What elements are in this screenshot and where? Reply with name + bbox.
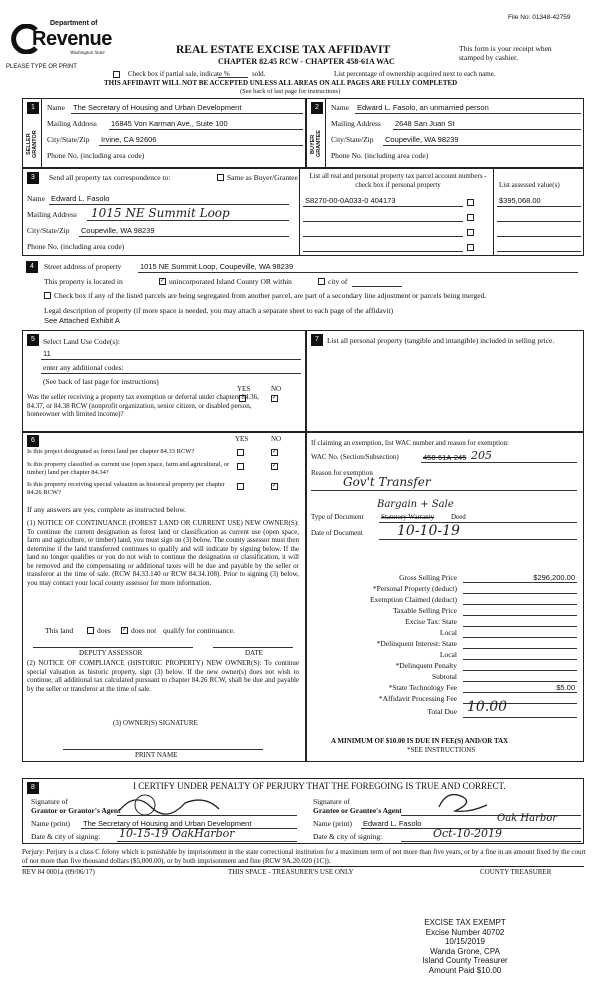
wac-handwritten: 205 xyxy=(471,449,492,462)
historic-yes-checkbox[interactable] xyxy=(237,483,244,490)
buyer-section: 2 BUYER GRANTEE Name Edward L. Fasolo, an unmarried person Mailing Address 2648 San Juan St City/State/Zip Coupeville, WA 98239 Phone No. (including area code) xyxy=(306,98,584,168)
assessed-header: List assessed value(s) xyxy=(499,181,560,189)
forest-yes-checkbox[interactable] xyxy=(237,449,244,456)
correspondence-name[interactable]: Edward L. Fasolo xyxy=(51,194,110,203)
correspondence-city[interactable]: Coupeville, WA 98239 xyxy=(81,226,155,235)
please-type: PLEASE TYPE OR PRINT xyxy=(6,64,77,70)
assessed-value[interactable]: $395,068.00 xyxy=(499,196,541,205)
personal-property-checkbox[interactable] xyxy=(467,244,474,251)
revenue-logo: Department of Revenue Washington State xyxy=(10,20,130,66)
ownership-note: List percentage of ownership acquired next to each name. xyxy=(334,70,496,78)
total-due[interactable]: 10.00 xyxy=(467,699,508,715)
warning: THIS AFFIDAVIT WILL NOT BE ACCEPTED UNLESS ALL AREAS ON ALL PAGES ARE FULLY COMPLETED xyxy=(104,79,458,87)
grantee-signature xyxy=(433,787,493,817)
document-date[interactable]: 10-10-19 xyxy=(397,523,460,539)
personal-property-checkbox[interactable] xyxy=(467,199,474,206)
grantee-print-name[interactable]: Edward L. Fasolo xyxy=(363,819,422,828)
land-use-section: 5 Select Land Use Code(s): 11 enter any additional codes: (See back of last page for instructions) YES NO Was the seller receiving a property tax exemption or deferral under chapters 84.36, 84.37, or 84.38 RCW (nonprofit organization, senior citizen, or disabled person, homeowner with limited income)? ✓ xyxy=(22,330,306,432)
buyer-name[interactable]: Edward L. Fasolo, an unmarried person xyxy=(357,103,489,112)
property-street[interactable]: 1015 NE Summit Loop, Coupeville, WA 98239 xyxy=(140,262,294,271)
same-as-buyer-checkbox[interactable] xyxy=(217,174,224,181)
receipt-note: This form is your receipt when stamped by cashier. xyxy=(459,44,552,62)
treasurer-space: THIS SPACE - TREASURER'S USE ONLY xyxy=(228,868,354,876)
property-section: 4 Street address of property 1015 NE Summit Loop, Coupeville, WA 98239 This property is located in ✓ unincorporated Island County OR within city of Check box if any of the listed parcels are being segregated from another parcel, are part of a secondary line adjustment or parcels being merged. Legal description of property (if more space is needed, you may attach a separate sheet to each page of the affidavit) See Attached Exhibit A xyxy=(22,258,584,328)
buyer-phone: Phone No. (including area code) xyxy=(331,151,429,160)
legal-description[interactable]: See Attached Exhibit A xyxy=(44,316,120,325)
document-type-handwritten: Bargain + Sale xyxy=(377,499,454,510)
exemption-section: If claiming an exemption, list WAC number and reason for exemption: WAC No. (Section/Subsection) 458-61A-245 205 Reason for exemption Gov't Transfer Bargain + Sale Type of Document Statutory Warranty Deed Date of Document 10-10-19 Gross Selling Price $296,200.00 *Personal Property (deduct) Exemption Claimed (deduct) Taxable Selling Price Excise Tax: State Local *Delinquent Interest: State Local *Delinquent Penalty Subtotal *State Technology Fee $5.00 *Affidavit Processing Fee Total Due 10.00 A MINIMUM OF $10.00 IS DUE IN FEE(S) AND/OR TAX *SEE INSTRUCTIONS xyxy=(306,432,584,762)
current-use-no-checkbox[interactable]: ✓ xyxy=(272,463,278,469)
parcel-number[interactable]: S8270-00-0A033-0 404173 xyxy=(305,196,396,205)
grantor-signature xyxy=(115,789,225,817)
perjury-note: Perjury: Perjury is a class C felony which is punishable by imprisonment in the state correctional institution for a maximum term of not more than five years, or by a fine in an amount fixed by the court of not more than five thousand dollars ($5,000.00), or by both imprisonment and fine (RCW 9A.20.020 (1C)). xyxy=(22,848,586,865)
forest-no-checkbox[interactable]: ✓ xyxy=(272,449,278,455)
designation-section: 6 YES NO Is this project designated as forest land per chapter 84.33 RCW? ✓ Is this property classified as current use (open space, farm and agricultural, or timber) land per chapter 84.34? ✓ Is this property receiving special valuation as historical property per chapter 84.26 RCW? ✓ If any answers are yes, complete as instructed below. (1) NOTICE OF CONTINUANCE (FOREST LAND OR CURRENT USE) NEW OWNER(S): To continue the current designation as forest land or classification as current use (open space, farm and agriculture, or timber) land, you must sign on (3) below. The county assessor must then determine if the land transferred continues to qualify and will indicate by signing below. If the land no longer qualifies or you do not wish to continue the designation or classification, it will be removed and the compensating or additional taxes will be due and payable by the seller or transferor at the time of sale. (RCW 84.33.140 or RCW 84.34.108). Prior to signing (3) below, you may contact your local county assessor for more information. This land does ✓ does not qualify for continuance. DEPUTY ASSESSOR DATE (2) NOTICE OF COMPLIANCE (HISTORIC PROPERTY) NEW OWNER(S): To continue special valuation as historic property, sign (3) below. If the new owner(s) does not wish to continue, all additional tax calculated pursuant to chapter 84.26 RCW, shall be due and payable by the seller or transferor at the time of sale. (3) OWNER(S) SIGNATURE PRINT NAME xyxy=(22,432,306,762)
land-use-code[interactable]: 11 xyxy=(43,349,51,358)
seller-phone: Phone No. (including area code) xyxy=(47,151,145,160)
notice-continuance: (1) NOTICE OF CONTINUANCE (FOREST LAND OR CURRENT USE) NEW OWNER(S): To continue the current designation as forest land or classification as current use (open space, farm and agriculture, or timber) land, you must sign on (3) below. The county assessor must then determine if the land transferred continues to qualify and will indicate by signing below. If the land no longer qualifies or you do not wish to continue the designation or classification, it will be removed and the compensating or additional taxes will be due and payable by the seller or transferor at the time of sale. (RCW 84.33.140 or RCW 84.34.108). Prior to signing (3) below, you may contact your local county assessor for more information. xyxy=(27,519,299,587)
buyer-city[interactable]: Coupeville, WA 98239 xyxy=(385,135,459,144)
partial-sale-checkbox[interactable] xyxy=(113,71,120,78)
form-subtitle: CHAPTER 82.45 RCW - CHAPTER 458-61A WAC xyxy=(218,57,395,66)
partial-sale-label: Check box if partial sale, indicate % xyxy=(128,70,230,78)
notice-compliance: (2) NOTICE OF COMPLIANCE (HISTORIC PROPERTY) NEW OWNER(S): To continue special valuation as historic property, sign (3) below. If the new owner(s) does not wish to continue, all additional tax calculated pursuant to chapter 84.26 RCW, shall be due and payable by the seller or transferor at the time of sale. xyxy=(27,659,299,693)
exemption-question: Was the seller receiving a property tax exemption or deferral under chapters 84.36, 84.37, or 84.38 RCW (nonprofit organization, senior citizen, or disabled person, homeowner with limited income)? xyxy=(27,393,259,418)
land-does-checkbox[interactable] xyxy=(87,627,94,634)
personal-property-section: 7 List all personal property (tangible and intangible) included in selling price. xyxy=(306,330,584,432)
certification-section: 8 I CERTIFY UNDER PENALTY OF PERJURY THAT THE FOREGOING IS TRUE AND CORRECT. Signature of Grantor or Grantor's Agent Name (print) The Secretary of Housing and Urban Development Date & city of signing: 10-15-19 OakHarbor Signature of Grantee or Grantee's Agent Name (print) Edward L. Fasolo Oak Harbor Date & city of signing: Oct-10-2019 xyxy=(22,778,584,844)
current-use-yes-checkbox[interactable] xyxy=(237,463,244,470)
seller-section: 1 SELLER GRANTOR Name The Secretary of Housing and Urban Development Mailing Address 16845 Von Karman Ave., Suite 100 City/State/Zip Irvine, CA 92606 Phone No. (including area code) xyxy=(22,98,306,168)
exemption-reason[interactable]: Gov't Transfer xyxy=(343,475,431,489)
land-does-not-checkbox[interactable]: ✓ xyxy=(122,627,128,633)
form-title: REAL ESTATE EXCISE TAX AFFIDAVIT xyxy=(176,44,391,56)
treasurer-stamp: EXCISE TAX EXEMPT Excise Number 40702 10/15/2019 Wanda Grone, CPA Island County Treasurer Amount Paid $10.00 xyxy=(422,918,508,975)
buyer-mailing[interactable]: 2648 San Juan St xyxy=(395,119,455,128)
personal-property-checkbox[interactable] xyxy=(467,229,474,236)
exemption-yes-checkbox[interactable] xyxy=(239,395,246,402)
unincorporated-checkbox[interactable]: ✓ xyxy=(160,278,166,284)
personal-property-checkbox[interactable] xyxy=(467,214,474,221)
certify-text: I CERTIFY UNDER PENALTY OF PERJURY THAT THE FOREGOING IS TRUE AND CORRECT. xyxy=(133,781,506,791)
seller-mailing[interactable]: 16845 Von Karman Ave., Suite 100 xyxy=(111,119,228,128)
grantee-date[interactable]: Oct-10-2019 xyxy=(433,827,503,840)
city-checkbox[interactable] xyxy=(318,278,325,285)
correspondence-section: 3 Send all property tax correspondence to: Same as Buyer/Grantee Name Edward L. Fasolo Mailing Address 1015 NE Summit Loop City/State/Zip Coupeville, WA 98239 Phone No. (including area code) List all real and personal property tax parcel account numbers - check box if personal property List assessed value(s) S8270-00-0A033-0 404173 $395,068.00 xyxy=(22,168,584,256)
segregated-checkbox[interactable] xyxy=(44,292,51,299)
county-treasurer: COUNTY TREASURER xyxy=(480,868,552,876)
seller-city[interactable]: Irvine, CA 92606 xyxy=(101,135,157,144)
parcel-list-header: List all real and personal property tax parcel account numbers - check box if personal property xyxy=(309,172,487,189)
grantor-print-name[interactable]: The Secretary of Housing and Urban Development xyxy=(83,819,252,828)
gross-selling-price[interactable]: $296,200.00 xyxy=(533,573,575,582)
exemption-no-checkbox[interactable]: ✓ xyxy=(272,395,278,401)
grantor-date-city[interactable]: 10-15-19 OakHarbor xyxy=(119,827,235,840)
document-type[interactable]: Deed xyxy=(451,513,466,521)
rev-number: REV 84 0001a (09/06/17) xyxy=(22,868,95,876)
file-number: File No: 01348-42759 xyxy=(508,14,571,21)
seller-name[interactable]: The Secretary of Housing and Urban Development xyxy=(73,103,242,112)
historic-no-checkbox[interactable]: ✓ xyxy=(272,483,278,489)
grantee-city-hand: Oak Harbor xyxy=(497,813,558,824)
wac-number[interactable]: 458-61A-245 xyxy=(423,453,467,462)
technology-fee[interactable]: $5.00 xyxy=(556,683,575,692)
minimum-note: A MINIMUM OF $10.00 IS DUE IN FEE(S) AND/OR TAX xyxy=(331,737,509,745)
correspondence-mailing[interactable]: 1015 NE Summit Loop xyxy=(91,206,230,220)
